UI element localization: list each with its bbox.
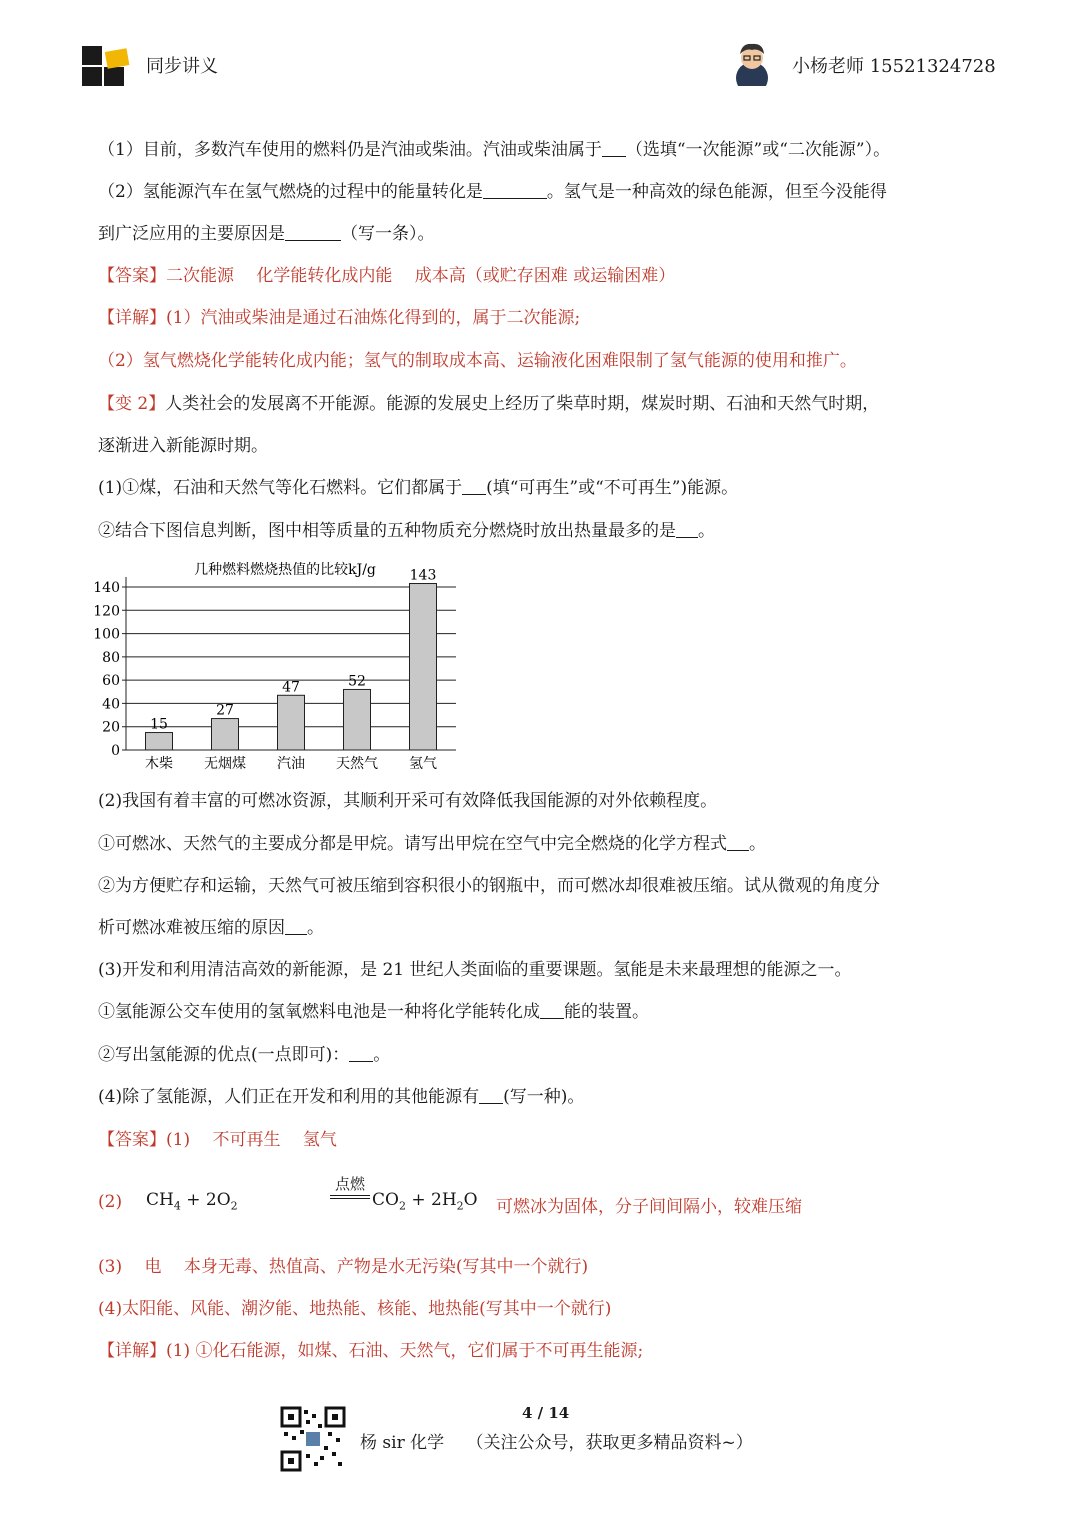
page-number: 4 / 14 <box>522 1404 570 1422</box>
sub-question-3: (3)开发和利用清洁高效的新能源，是 21 世纪人类面临的重要课题。氢能是未来最理想的能源之一。 <box>98 960 852 980</box>
detail-1: 【详解】(1）汽油或柴油是通过石油炼化得到的，属于二次能源; <box>98 308 581 328</box>
y-tick-label: 100 <box>93 626 120 643</box>
variant-2-intro: 【变 2】人类社会的发展离不开能源。能源的发展史上经历了柴草时期，煤炭时期、石油和天然气时期， <box>98 394 880 414</box>
sub-question-3a: ①氢能源公交车使用的氢氧燃料电池是一种将化学能转化成 能的装置。 <box>98 1002 649 1022</box>
question-1-part3: 到广泛应用的主要原因是 （写一条）。 <box>98 224 435 244</box>
chart-title: 几种燃料燃烧热值的比较kJ/g <box>194 562 376 578</box>
sub-question-2b-line2: 析可燃冰难被压缩的原因 。 <box>98 918 324 938</box>
sub-question-2: (2)我国有着丰富的可燃冰资源，其顺利开采可有效降低我国能源的对外依赖程度。 <box>98 791 718 811</box>
logo-icon <box>80 44 136 88</box>
sub-question-4: (4)除了氢能源，人们正在开发和利用的其他能源有 (写一种)。 <box>98 1087 585 1107</box>
equation-explanation: 可燃冰为固体，分子间间隔小，较难压缩 <box>496 1197 802 1217</box>
x-tick-label: 无烟煤 <box>204 756 246 772</box>
equation-reactants: $CH_4 + 2O_2$ <box>146 1190 238 1213</box>
x-tick-label: 氢气 <box>409 756 437 772</box>
detail-2: 【详解】(1) ①化石能源，如煤、石油、天然气，它们属于不可再生能源; <box>98 1341 644 1361</box>
eq-label: (2) <box>98 1192 123 1212</box>
answer-3: (3) 电 本身无毒、热值高、产物是水无污染(写其中一个就行) <box>98 1257 589 1277</box>
answer-4: (4)太阳能、风能、潮汐能、地热能、核能、地热能(写其中一个就行) <box>98 1299 612 1319</box>
y-tick-label: 20 <box>102 719 120 736</box>
footer-text: 杨 sir 化学 （关注公众号，获取更多精品资料~） <box>360 1433 753 1453</box>
qr-code-icon <box>280 1406 346 1472</box>
bar-无烟煤 <box>212 719 239 750</box>
y-tick-label: 40 <box>102 696 120 713</box>
y-tick-label: 140 <box>93 580 120 596</box>
bar-value-label: 27 <box>216 702 234 719</box>
bar-汽油 <box>278 695 305 750</box>
variant-2-intro-line2: 逐渐进入新能源时期。 <box>98 436 268 456</box>
x-tick-label: 汽油 <box>277 756 305 772</box>
sub-question-1a: (1)①煤，石油和天然气等化石燃料。它们都属于 (填“可再生”或“不可再生”)能源。 <box>98 478 739 498</box>
detail-1-line2: （2）氢气燃烧化学能转化成内能；氢气的制取成本高、运输液化困难限制了氢气能源的使用和推广。 <box>98 351 857 371</box>
y-tick-label: 80 <box>102 649 120 666</box>
answer-1: 【答案】二次能源 化学能转化成内能 成本高（或贮存困难 或运输困难） <box>98 266 676 286</box>
x-tick-label: 木柴 <box>145 756 173 772</box>
question-1-part1: （1）目前，多数汽车使用的燃料仍是汽油或柴油。汽油或柴油属于 （选填“一次能源”或“二次能源”）。 <box>98 140 891 160</box>
sub-question-3b: ②写出氢能源的优点(一点即可)： 。 <box>98 1045 391 1065</box>
bar-木柴 <box>146 733 173 750</box>
bar-氢气 <box>410 584 437 750</box>
header-left-title: 同步讲义 <box>146 56 218 77</box>
reaction-condition: 点燃 <box>330 1175 370 1199</box>
sub-question-2b: ②为方便贮存和运输，天然气可被压缩到容积很小的钢瓶中，而可燃冰却很难被压缩。试从微观的角度分 <box>98 876 880 896</box>
bar-value-label: 143 <box>409 567 437 584</box>
y-tick-label: 0 <box>111 743 120 759</box>
question-1-part2: （2）氢能源汽车在氢气燃烧的过程中的能量转化是 。氢气是一种高效的绿色能源，但至今没能得 <box>98 182 887 202</box>
bar-value-label: 52 <box>348 673 366 690</box>
sub-question-2a: ①可燃冰、天然气的主要成分都是甲烷。请写出甲烷在空气中完全燃烧的化学方程式 。 <box>98 834 766 854</box>
equation-products: $CO_2 + 2H_2O$ <box>372 1190 478 1213</box>
answer-2: 【答案】(1) 不可再生 氢气 <box>98 1130 337 1150</box>
x-tick-label: 天然气 <box>336 756 378 772</box>
bar-天然气 <box>344 689 371 750</box>
fuel-heat-chart <box>90 560 470 775</box>
header-right-title: 小杨老师 15521324728 <box>792 56 996 77</box>
y-tick-label: 60 <box>102 673 120 690</box>
bar-value-label: 47 <box>282 679 300 696</box>
sub-question-1b: ②结合下图信息判断，图中相等质量的五种物质充分燃烧时放出热量最多的是 。 <box>98 521 715 541</box>
bar-value-label: 15 <box>150 716 168 733</box>
teacher-avatar <box>728 38 776 86</box>
y-tick-label: 120 <box>93 603 120 620</box>
